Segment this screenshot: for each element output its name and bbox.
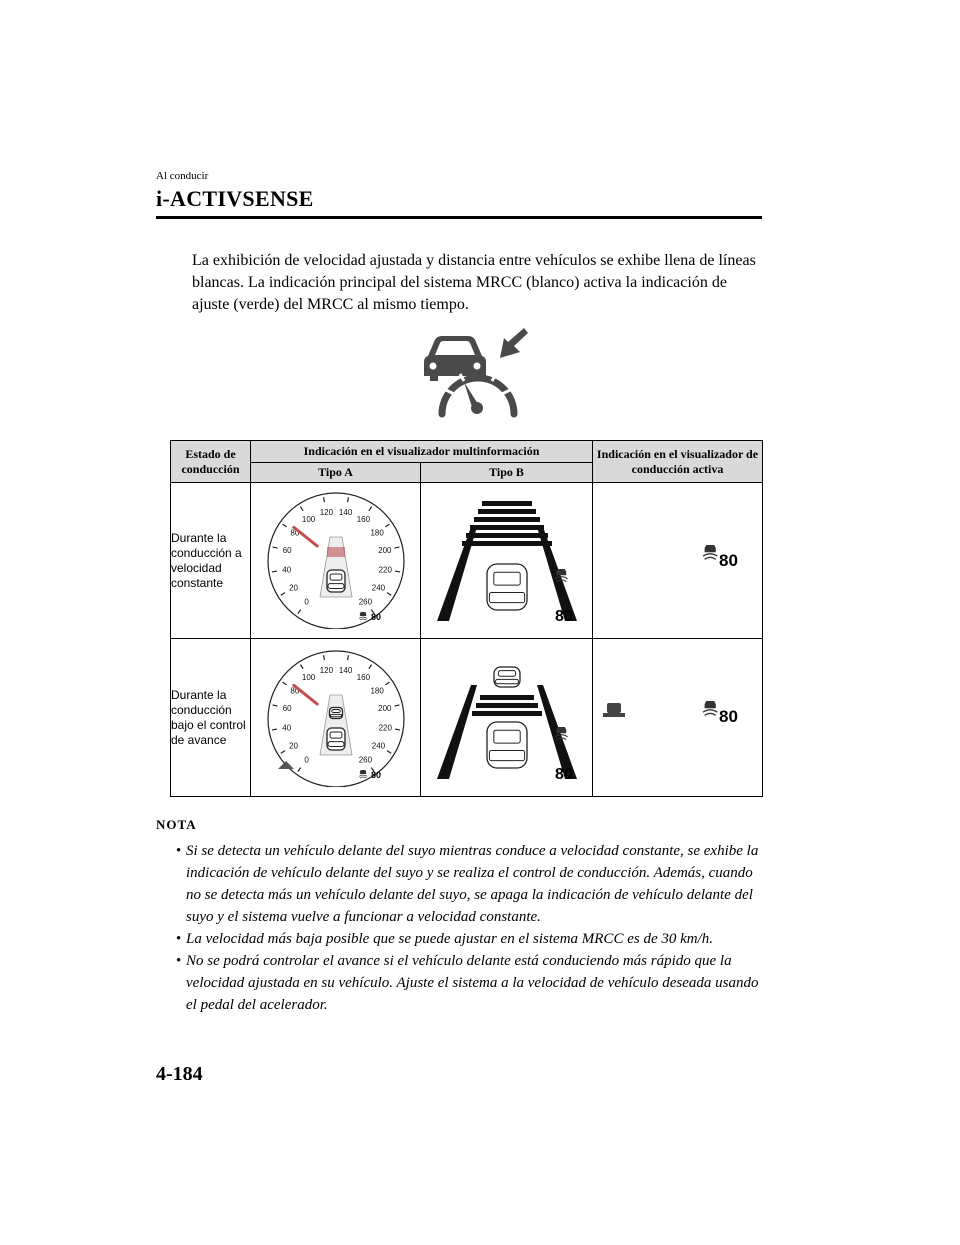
speedo-tick-label: 140 bbox=[338, 665, 353, 675]
speedo-tick-label: 240 bbox=[371, 741, 386, 751]
header-tipo-b: Tipo B bbox=[421, 463, 593, 483]
own-car-icon bbox=[327, 570, 345, 592]
title-rule bbox=[156, 216, 762, 219]
vehicle-ahead-icon bbox=[603, 703, 625, 717]
speedo-tick-label: 260 bbox=[358, 755, 373, 765]
speedo-tick bbox=[272, 729, 277, 730]
page-title: i-ACTIVSENSE bbox=[156, 186, 314, 211]
nota-list bbox=[176, 840, 766, 1016]
speedo-cell bbox=[251, 483, 421, 639]
lane-cell bbox=[421, 639, 593, 797]
distance-bar bbox=[476, 703, 538, 708]
header-active: Indicación en el visualizador de conducción activa bbox=[593, 441, 763, 483]
speedo-tick-label: 140 bbox=[338, 507, 353, 517]
distance-bar bbox=[480, 695, 534, 700]
lane-display bbox=[427, 497, 587, 627]
speedometer-display bbox=[261, 647, 411, 787]
speedo-tick-label: 40 bbox=[282, 565, 292, 575]
speedometer-display bbox=[261, 489, 411, 629]
speedo-tick-label: 20 bbox=[289, 583, 298, 593]
nota-text: No se podrá controlar el avance si el vehículo delante está conduciendo más rápido que la velocidad ajustada en su vehículo. Ajuste el sistema a la velocidad de vehículo deseada usando el pedal del acelerador. bbox=[186, 953, 759, 1013]
active-display-cell bbox=[593, 639, 763, 797]
active-display bbox=[593, 695, 763, 735]
speedo-tick-label: 240 bbox=[371, 583, 386, 593]
speedo-tick-label: 60 bbox=[282, 704, 292, 714]
indication-table bbox=[170, 440, 763, 797]
lane-cell bbox=[421, 483, 593, 639]
lane-line-left bbox=[437, 685, 477, 779]
speedo-tick-label: 160 bbox=[356, 673, 371, 683]
speedo-tick-label: 100 bbox=[301, 515, 316, 525]
nota-item bbox=[176, 950, 766, 1016]
distance-bar bbox=[474, 517, 540, 522]
header-state: Estado de conducción bbox=[171, 441, 251, 483]
speedo-tick-label: 220 bbox=[378, 565, 392, 575]
own-car-icon bbox=[487, 722, 527, 768]
speedo-tick-label: 20 bbox=[289, 741, 298, 751]
speedo-tick-label: 260 bbox=[358, 597, 373, 607]
speedo-cell bbox=[251, 639, 421, 797]
set-speed-label: 80 bbox=[719, 707, 738, 726]
distance-bar bbox=[462, 541, 552, 546]
distance-bar bbox=[470, 525, 544, 530]
car-ahead-icon bbox=[494, 667, 520, 687]
speedo-tick-label: 200 bbox=[378, 546, 392, 556]
follow-mode-icon bbox=[703, 701, 717, 715]
row-state-following: Durante la conducción bajo el control de avance bbox=[171, 639, 251, 797]
set-speed-label: 80 bbox=[719, 551, 738, 570]
car-ahead-icon bbox=[330, 708, 343, 719]
set-speed-label: 80 bbox=[555, 766, 573, 783]
speedo-tick-label: 220 bbox=[378, 723, 392, 733]
speedo-tick-label: 160 bbox=[356, 515, 371, 525]
speedo-tick-label: 180 bbox=[370, 528, 384, 538]
speedo-tick-label: 120 bbox=[319, 665, 334, 675]
speedo-tick-label: 60 bbox=[282, 546, 292, 556]
speedo-tick-label: 0 bbox=[304, 597, 309, 607]
distance-bar bbox=[466, 533, 548, 538]
distance-bar bbox=[478, 509, 536, 514]
active-display bbox=[593, 539, 763, 579]
set-speed-label: 80 bbox=[371, 612, 382, 622]
intro-paragraph: La exhibición de velocidad ajustada y distancia entre vehículos se exhibe llena de líneas blancas. La indicación principal del sistema MRCC (blanco) activa la indicación de ajuste (verde) del MRCC al mismo tiempo. bbox=[192, 252, 756, 313]
follow-mode-icon bbox=[703, 545, 717, 559]
section-label: Al conducir bbox=[156, 170, 209, 182]
active-display-cell bbox=[593, 483, 763, 639]
speedo-tick bbox=[395, 729, 400, 730]
mrcc-indicator-icon bbox=[420, 328, 528, 418]
bullet-icon: • bbox=[176, 953, 182, 969]
header-multi: Indicación en el visualizador multinformación bbox=[251, 441, 593, 463]
distance-bar bbox=[472, 711, 542, 716]
nota-item bbox=[176, 840, 766, 928]
bullet-icon: • bbox=[176, 931, 182, 947]
speedo-tick bbox=[395, 571, 400, 572]
nota-item bbox=[176, 928, 766, 950]
distance-bar bbox=[482, 501, 532, 506]
nota-text: Si se detecta un vehículo delante del suyo mientras conduce a velocidad constante, se exhibe la indicación de vehículo delante del suyo y se realiza el control de conducción. Además, cuando no se detecta más un vehículo delante del suyo, se apaga la indicación de vehículo delante del suyo y el sistema vuelve a funcionar a velocidad constante. bbox=[186, 843, 759, 925]
lane-display bbox=[427, 655, 587, 785]
speedo-tick-label: 120 bbox=[319, 507, 334, 517]
distance-bar bbox=[327, 547, 345, 557]
set-speed-label: 80 bbox=[555, 608, 573, 625]
speedo-tick-label: 40 bbox=[282, 723, 292, 733]
speedo-tick-label: 180 bbox=[370, 686, 384, 696]
bullet-icon: • bbox=[176, 843, 182, 859]
header-tipo-a: Tipo A bbox=[251, 463, 421, 483]
set-speed-label: 80 bbox=[371, 770, 382, 780]
own-car-icon bbox=[327, 728, 345, 750]
row-state-constant: Durante la conducción a velocidad constante bbox=[171, 483, 251, 639]
nota-text: La velocidad más baja posible que se puede ajustar en el sistema MRCC es de 30 km/h. bbox=[186, 931, 714, 947]
speedo-tick-label: 80 bbox=[290, 528, 300, 538]
speedo-tick-label: 80 bbox=[290, 686, 300, 696]
nota-heading: NOTA bbox=[156, 817, 197, 832]
speedo-tick-label: 200 bbox=[378, 704, 392, 714]
own-car-icon bbox=[487, 564, 527, 610]
page-number: 4-184 bbox=[156, 1063, 203, 1085]
speedo-tick-label: 100 bbox=[301, 673, 316, 683]
speedo-tick-label: 0 bbox=[304, 755, 309, 765]
speedo-tick bbox=[272, 571, 277, 572]
